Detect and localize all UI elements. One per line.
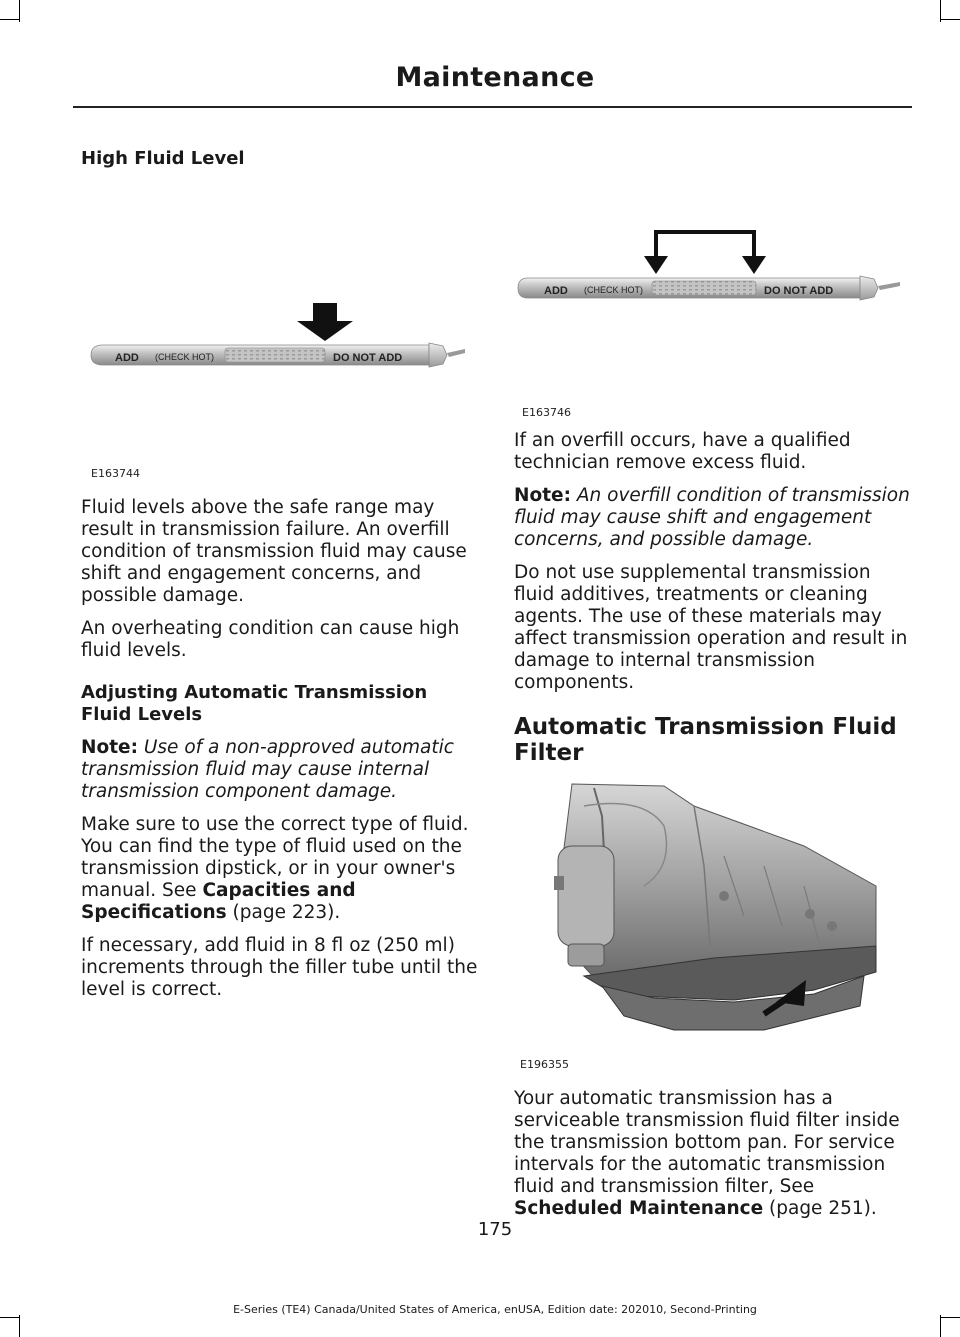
header-rule: [73, 106, 912, 108]
dipstick-figure-high: [81, 181, 481, 481]
page-ref: (page 223).: [226, 902, 341, 923]
crop-mark-tl-h: [0, 19, 20, 20]
paragraph-with-xref: [81, 814, 481, 924]
note-text: An overfill condition of transmission fluid may cause shift and engagement concerns, and possible damage.: [514, 485, 910, 550]
xref-capacities-link[interactable]: Capacities and Specifications: [81, 880, 356, 923]
section-heading-high-fluid-level: High Fluid Level: [81, 148, 245, 169]
page-number: 175: [477, 1219, 513, 1240]
range-end-arrow-icon: [742, 256, 766, 274]
note-label: Note:: [514, 485, 571, 506]
check-hot-label: (CHECK HOT): [155, 352, 214, 362]
right-column: [514, 200, 914, 1231]
transmission-pan-illustration: [514, 776, 914, 1076]
section-heading-fluid-filter: Automatic Transmission Fluid Filter: [514, 714, 897, 766]
paragraph: An overheating condition can cause high fluid levels.: [81, 618, 460, 661]
note-label: Note:: [81, 737, 138, 758]
crop-mark-bl-v: [19, 1315, 20, 1337]
paragraph: Do not use supplemental transmission fluid additives, treatments or cleaning agents. The use of these materials may affect transmission operation and result in damage to internal transmission components.: [514, 562, 908, 693]
note: [514, 485, 914, 551]
figure-code: E163746: [522, 406, 571, 419]
indicator-arrow-icon: [297, 303, 353, 341]
paragraph-with-xref: [514, 1088, 914, 1220]
left-column: [81, 148, 481, 1012]
check-hot-label: (CHECK HOT): [584, 285, 643, 295]
dipstick-figure-overfill: [514, 200, 914, 420]
crop-mark-br-v: [940, 1315, 941, 1337]
crop-mark-br-h: [940, 1317, 960, 1318]
section-heading-adjusting-fluid: Adjusting Automatic Transmission Fluid Levels: [81, 682, 428, 725]
transmission-filter-figure: [514, 776, 914, 1076]
add-label: ADD: [544, 285, 568, 297]
paragraph: If an overfill occurs, have a qualified technician remove excess fluid.: [514, 430, 851, 473]
footer-edition: E-Series (TE4) Canada/United States of America, enUSA, Edition date: 202010, Second-Printing: [233, 1303, 757, 1316]
paragraph-text: Your automatic transmission has a serviceable transmission fluid filter inside the transmission bottom pan. For service intervals for the automatic transmission fluid and transmission filter, See: [514, 1088, 900, 1197]
paragraph-text: Make sure to use the correct type of fluid. You can find the type of fluid used on the transmission dipstick, or in your owner's manual. See: [81, 814, 469, 901]
page-ref: (page 251).: [763, 1198, 877, 1219]
note: [81, 737, 481, 803]
xref-scheduled-maintenance-link[interactable]: Scheduled Maintenance: [514, 1198, 764, 1219]
do-not-add-label: DO NOT ADD: [764, 285, 834, 297]
paragraph: If necessary, add fluid in 8 fl oz (250 ml) increments through the filler tube until the level is correct.: [81, 935, 478, 1000]
do-not-add-label: DO NOT ADD: [333, 352, 403, 364]
dipstick-overfill-illustration: [514, 200, 914, 420]
figure-code: E163744: [91, 467, 140, 480]
crop-mark-bl-h: [0, 1317, 20, 1318]
range-start-arrow-icon: [644, 256, 668, 274]
page-header-title: Maintenance: [395, 62, 595, 93]
figure-code: E196355: [520, 1058, 569, 1071]
dipstick-illustration: [81, 181, 481, 481]
add-label: ADD: [115, 352, 139, 364]
paragraph: Fluid levels above the safe range may result in transmission failure. An overfill condition of transmission fluid may cause shift and engagement concerns, and possible damage.: [81, 497, 467, 606]
note-text: Use of a non-approved automatic transmission fluid may cause internal transmission component damage.: [81, 737, 454, 802]
crop-mark-tr-h: [940, 19, 960, 20]
